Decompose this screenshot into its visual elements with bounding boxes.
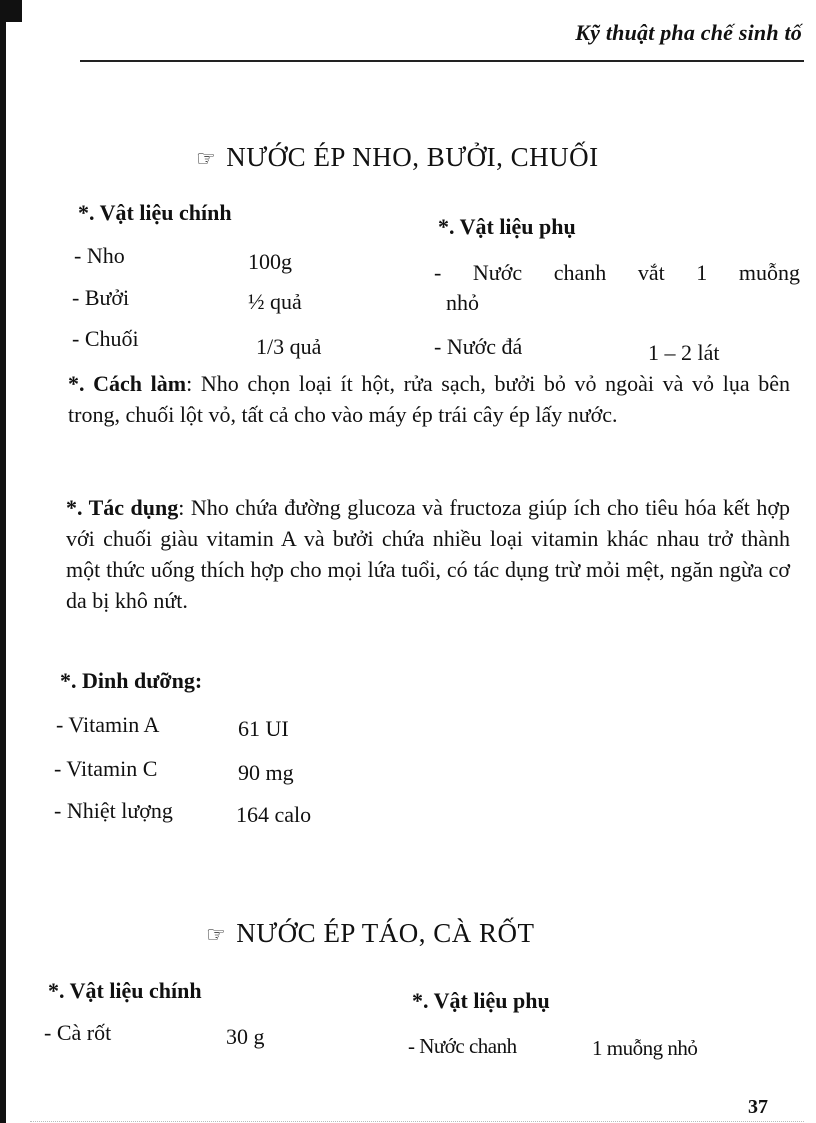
aux-ingredient-name: - Nước chanh [408,1034,517,1058]
section-1-title-text: NƯỚC ÉP NHO, BƯỞI, CHUỐI [226,142,599,172]
ingredient-amount: 100g [248,249,292,274]
effect-text: : Nho chứa đường glucoza và fructoza giúp ích cho tiêu hóa kết hợp với chuối giàu vitamin A và bưởi chứa nhiều loại vitamin khác nhau trở thành một thức uống thích hợp cho mọi lứa tuổi, có tác dụng trừ mỏi mệt, ngăn ngừa cơ da bị khô nứt. [66,495,790,613]
page-number: 37 [748,1096,768,1118]
method-text: : Nho chọn loại ít hột, rửa sạch, bưởi bỏ vỏ ngoài và vỏ lụa bên trong, chuối lột vỏ, tất cả cho vào máy ép trái cây ép lấy nước. [68,371,790,427]
scan-edge [0,0,6,1123]
nutrition-value: 61 UI [238,716,289,741]
aux-ingredient-line: nhỏ [446,290,479,315]
effect-label: *. Tác dụng [66,495,179,520]
ingredient-amount: 30 g [226,1024,265,1049]
bottom-rule [30,1121,804,1122]
aux-ingredient-line: - Nước chanh vắt 1 muỗng [434,260,800,285]
ingredient-name: - Nho [74,243,125,268]
aux-ingredient-amount: 1 – 2 lát [648,340,720,365]
pointing-hand-icon: ☞ [196,146,217,171]
main-ingredients-heading: *. Vật liệu chính [48,978,202,1003]
ingredient-name: - Cà rốt [44,1020,112,1045]
section-2-title-text: NƯỚC ÉP TÁO, CÀ RỐT [236,918,535,948]
nutrition-heading-text: *. Dinh dưỡng [60,668,195,693]
aux-ingredient-name: - Nước đá [434,334,523,359]
main-ingredients-heading: *. Vật liệu chính [78,200,232,225]
section-1-title [196,142,599,173]
ingredient-amount: ½ quả [248,289,302,314]
aux-ingredient-amount: 1 muỗng nhỏ [592,1036,698,1060]
header-rule [80,60,804,62]
ingredient-name: - Bưởi [72,285,130,310]
section-2-title [206,918,534,949]
nutrition-name: - Vitamin C [54,756,158,781]
nutrition-heading-colon: : [194,668,203,693]
nutrition-value: 90 mg [238,760,294,785]
aux-ingredients-heading: *. Vật liệu phụ [438,214,576,239]
scan-corner [0,0,22,22]
nutrition-name: - Vitamin A [56,712,160,737]
ingredient-amount: 1/3 quả [256,334,322,359]
nutrition-value: 164 calo [236,802,312,827]
method-paragraph [68,368,790,430]
ingredient-name: - Chuối [72,326,139,351]
pointing-hand-icon: ☞ [206,922,227,947]
aux-ingredients-heading: *. Vật liệu phụ [412,988,550,1013]
nutrition-heading [60,668,202,694]
nutrition-name: - Nhiệt lượng [54,798,173,823]
running-header: Kỹ thuật pha chế sinh tố [575,20,802,45]
method-label: *. Cách làm [68,371,187,396]
effect-paragraph [66,492,790,616]
